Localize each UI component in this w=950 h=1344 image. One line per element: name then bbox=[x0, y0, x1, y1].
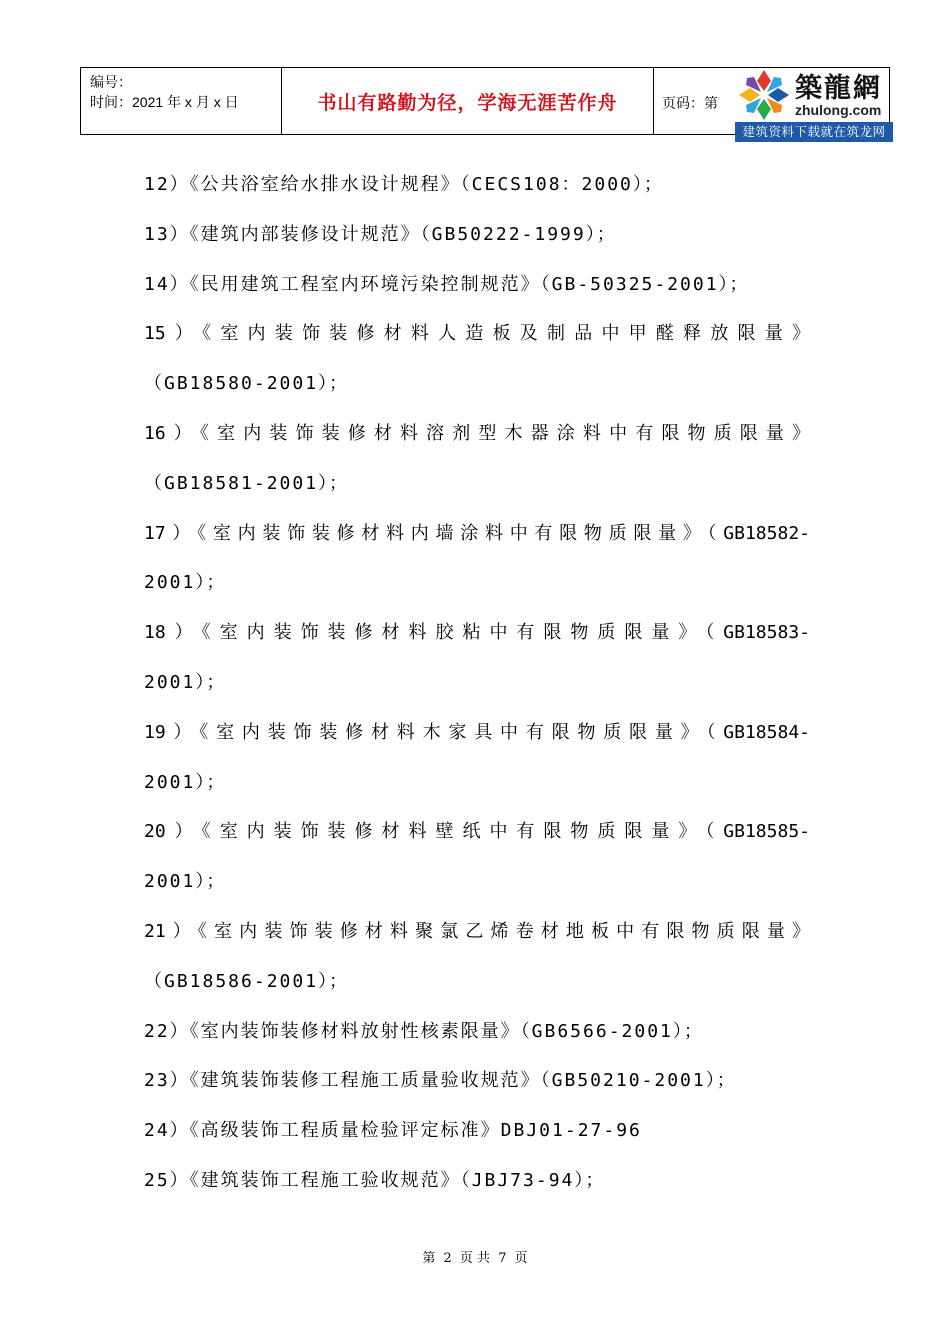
list-item: 2001）； bbox=[144, 671, 227, 693]
list-item: 25）《建筑装饰工程施工验收规范》（JBJ73-94）； bbox=[144, 1169, 606, 1191]
logo-name-cn: 築龍網 bbox=[795, 73, 882, 104]
footer-suffix: 页 bbox=[514, 1251, 528, 1266]
list-item: 2001）； bbox=[144, 771, 227, 793]
list-item: 23）《建筑装饰装修工程施工质量验收规范》（GB50210-2001）； bbox=[144, 1070, 737, 1092]
list-item: 21）《室内装饰装修材料聚氯乙烯卷材地板中有限物质限量》 bbox=[144, 920, 810, 942]
list-item: 24）《高级装饰工程质量检验评定标准》DBJ01-27-96 bbox=[144, 1120, 642, 1142]
list-item: 18）《室内装饰装修材料胶粘中有限物质限量》（GB18583- bbox=[144, 622, 810, 644]
list-item: （GB18586-2001）； bbox=[144, 970, 350, 992]
list-item: 16）《室内装饰装修材料溶剂型木器涂料中有限物质限量》 bbox=[144, 422, 810, 444]
footer-page-number: 2 bbox=[443, 1251, 452, 1266]
snowflake-logo-icon bbox=[737, 68, 791, 122]
list-item: 20）《室内装饰装修材料壁纸中有限物质限量》（GB18585- bbox=[144, 821, 810, 843]
footer-prefix: 第 bbox=[422, 1251, 436, 1266]
list-item: 12）《公共浴室给水排水设计规程》（CECS108：2000）； bbox=[144, 174, 664, 195]
list-item: （GB18580-2001）； bbox=[144, 373, 350, 395]
list-item: 15）《室内装饰装修材料人造板及制品中甲醛释放限量》 bbox=[144, 323, 810, 345]
list-item: 14）《民用建筑工程室内环境污染控制规范》（GB-50325-2001）； bbox=[144, 273, 750, 295]
list-item: 22）《室内装饰装修材料放射性核素限量》（GB6566-2001）； bbox=[144, 1020, 704, 1042]
logo-petal-yellow bbox=[739, 88, 760, 102]
list-item: 13）《建筑内部装修设计规范》（GB50222-1999）； bbox=[144, 223, 617, 245]
list-item: （GB18581-2001）； bbox=[144, 472, 350, 494]
list-item: 2001）； bbox=[144, 871, 227, 893]
zhulong-logo bbox=[735, 64, 893, 144]
list-item: 19）《室内装饰装修材料木家具中有限物质限量》（GB18584- bbox=[144, 721, 810, 743]
logo-slogan: 建筑资料下载就在筑龙网 bbox=[735, 122, 893, 142]
footer-total-pages: 7 bbox=[498, 1251, 507, 1266]
standards-list bbox=[144, 168, 810, 1214]
motto-text: 书山有路勤为径，学海无涯苦作舟 bbox=[317, 91, 618, 114]
list-item: 2001）； bbox=[144, 572, 227, 594]
footer-mid: 页 共 bbox=[459, 1251, 491, 1266]
time-label: 时间：2021 年 x 月 x 日 bbox=[90, 94, 239, 110]
serial-label: 编号： bbox=[90, 74, 132, 90]
page-code-label: 页码：第 bbox=[662, 95, 718, 111]
logo-petal-blue bbox=[768, 88, 789, 102]
header-meta-cell bbox=[80, 68, 282, 134]
list-item: 17）《室内装饰装修材料内墙涂料中有限物质限量》（GB18582- bbox=[144, 522, 810, 544]
logo-petal-green bbox=[757, 99, 771, 120]
page-footer bbox=[0, 1247, 950, 1266]
logo-domain: zhulong.com bbox=[795, 102, 882, 118]
header-motto-cell bbox=[282, 68, 654, 134]
logo-petal-red bbox=[757, 70, 771, 91]
